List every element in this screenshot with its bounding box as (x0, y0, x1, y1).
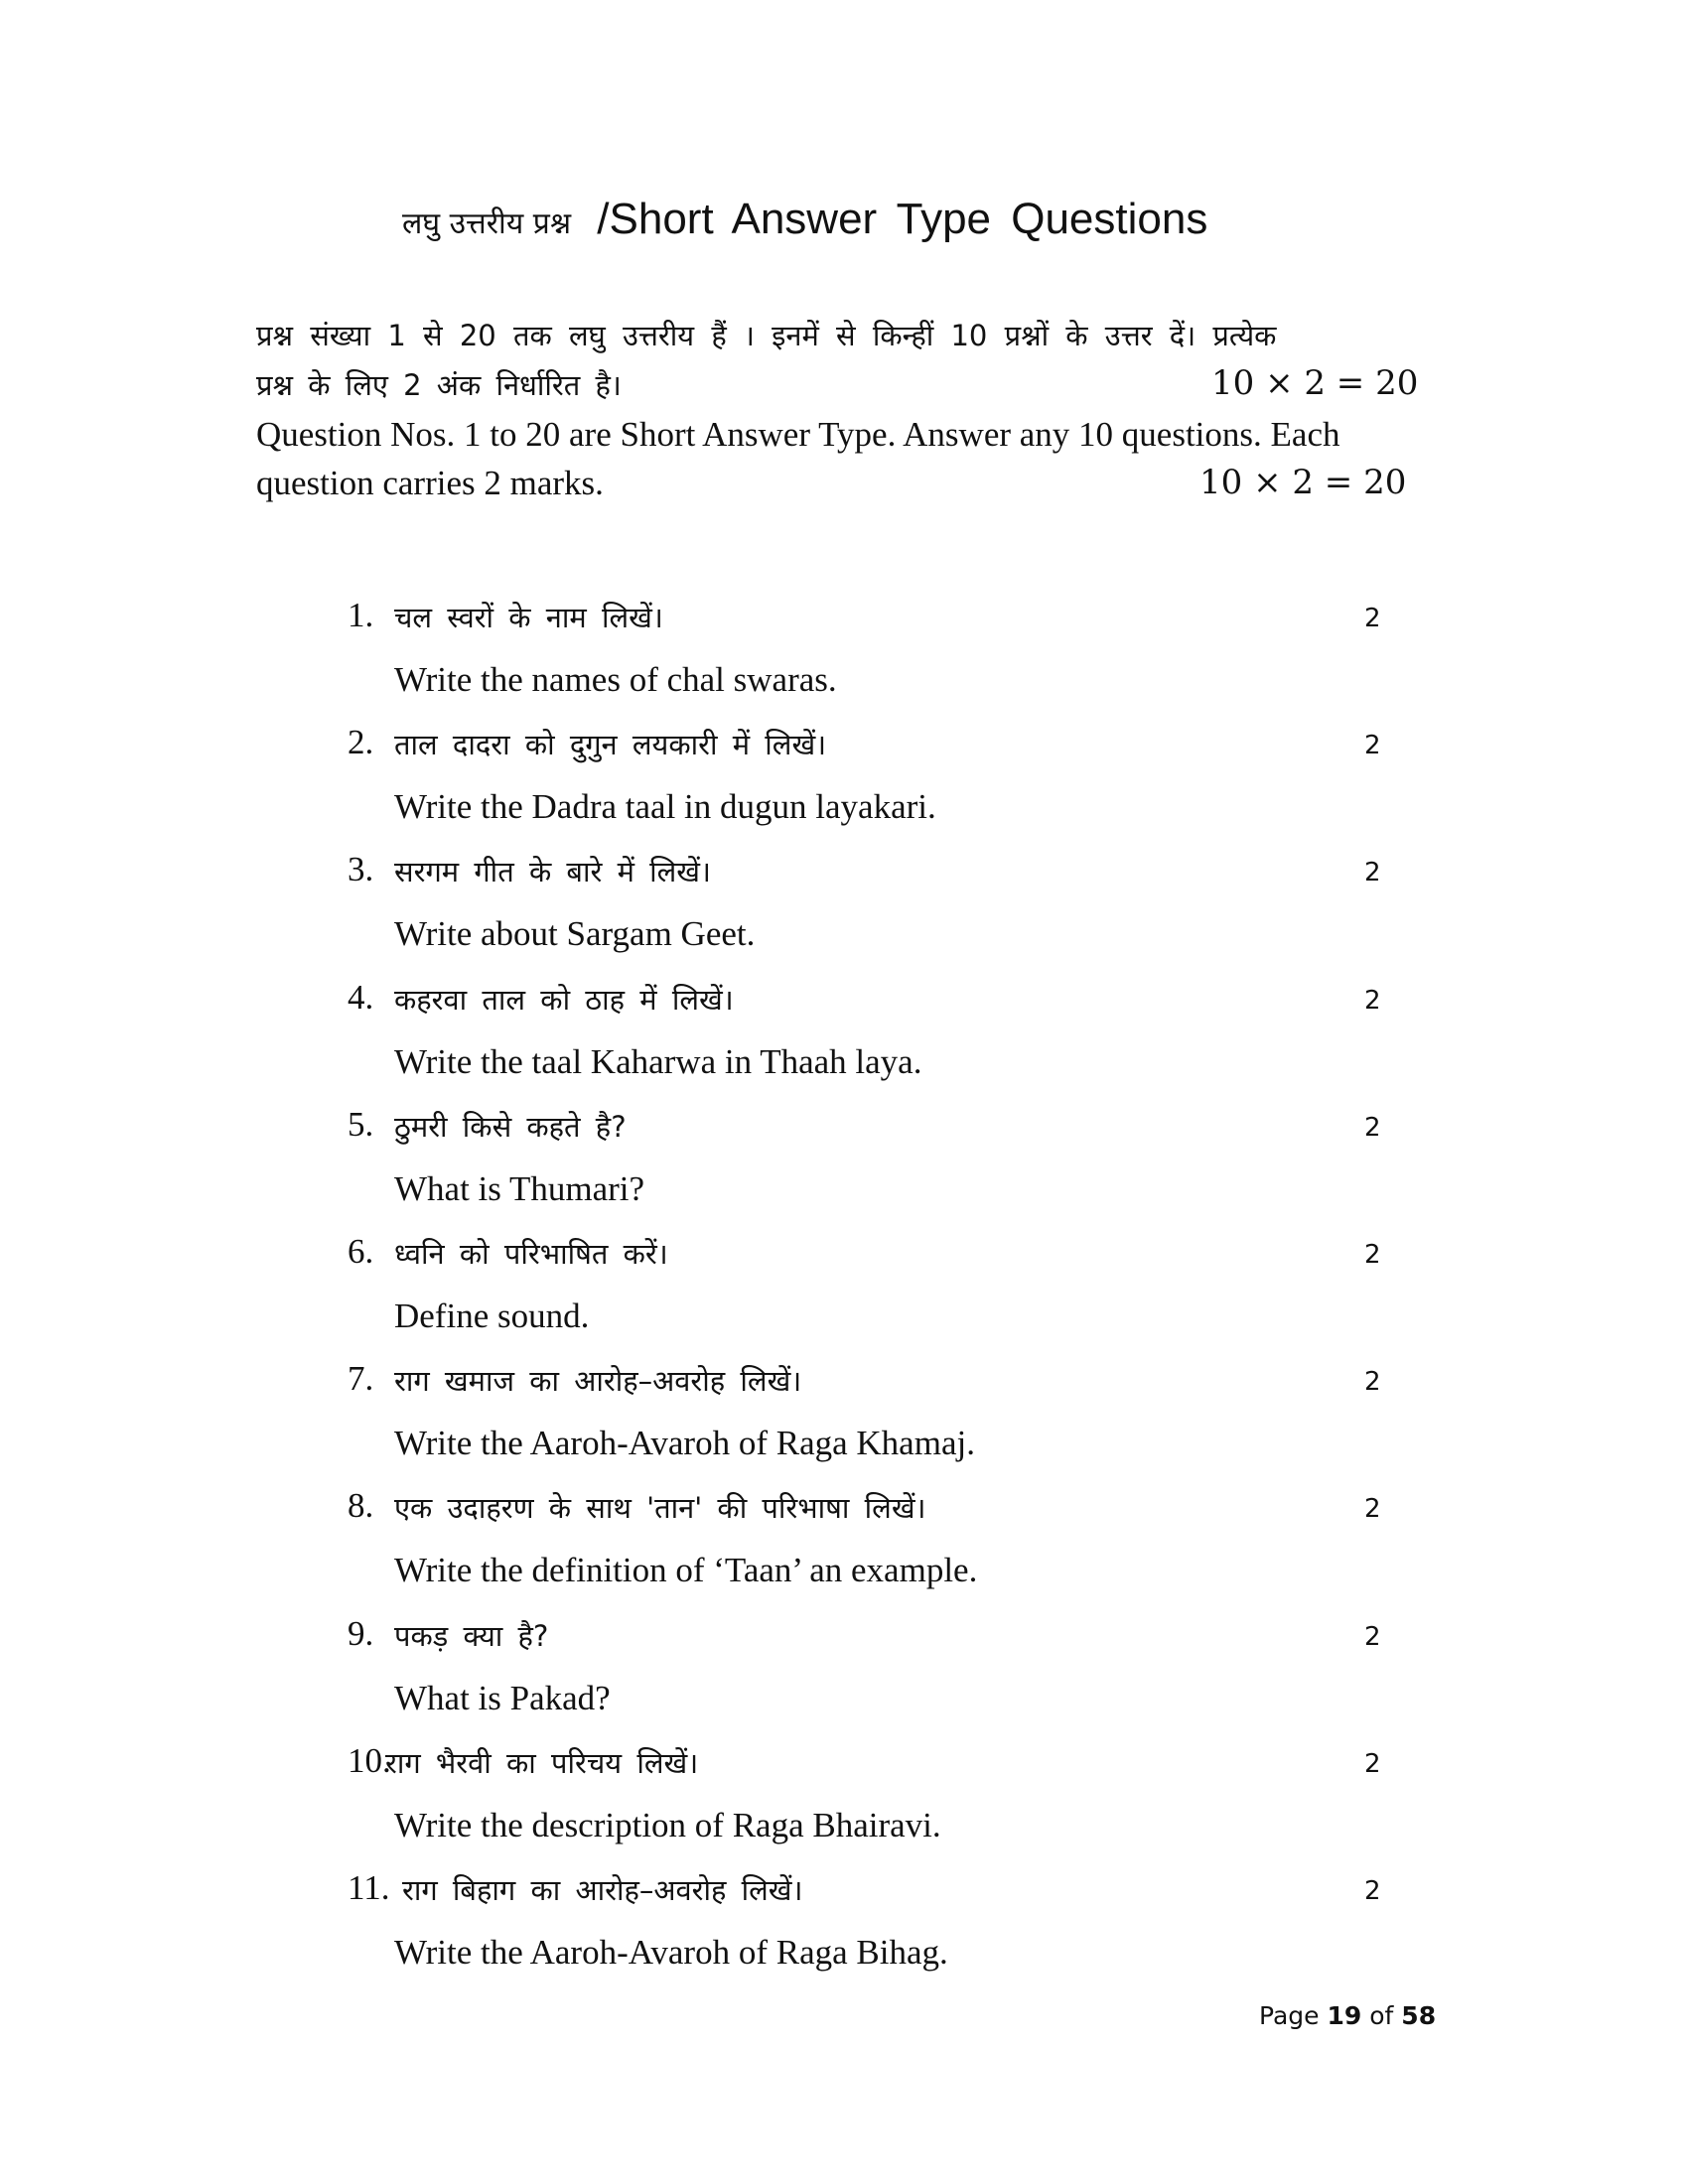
title-hindi: लघु उत्तरीय प्रश्न (402, 206, 572, 241)
question-marks: 2 (1364, 731, 1381, 761)
title-english: Short Answer Type Questions (609, 195, 1208, 243)
question-text-english: What is Pakad? (394, 1678, 611, 1717)
question-text-hindi: पकड़ क्या है? (394, 1618, 549, 1653)
question-text-hindi: चल स्वरों के नाम लिखें। (394, 601, 663, 634)
question-number: 11. (348, 1868, 390, 1907)
question-marks: 2 (1364, 1367, 1381, 1398)
question-marks: 2 (1364, 858, 1381, 888)
question-marks: 2 (1364, 1748, 1381, 1779)
question-number: 1. (348, 596, 374, 634)
question-text-english: Write the taal Kaharwa in Thaah laya. (394, 1041, 922, 1081)
question-text-hindi: ध्वनि को परिभाषित करें। (394, 1237, 668, 1271)
question-text-english: Write the Dadra taal in dugun layakari. (394, 787, 936, 827)
question-marks: 2 (1364, 1621, 1381, 1652)
question-number: 2. (348, 723, 374, 762)
question-number: 9. (348, 1613, 374, 1653)
instructions-hindi-line2: प्रश्न के लिए 2 अंक निर्धारित है। (256, 368, 622, 402)
footer-prefix: Page (1259, 2001, 1320, 2030)
question-number: 7. (348, 1359, 374, 1399)
question-number: 5. (348, 1104, 374, 1144)
question-text-english: Write the description of Raga Bhairavi. (394, 1805, 941, 1844)
question-text-english: Write about Sargam Geet. (394, 914, 756, 954)
question-number: 8. (348, 1486, 374, 1526)
page-footer (1259, 2001, 1436, 2030)
instructions-english-formula: 10 × 2 = 20 (1199, 463, 1407, 502)
question-marks: 2 (1364, 1494, 1381, 1525)
title-separator: / (597, 195, 610, 243)
question-text-hindi: राग खमाज का आरोह–अवरोह लिखें। (394, 1364, 802, 1399)
question-number: 6. (348, 1232, 374, 1271)
footer-of: of (1369, 2001, 1394, 2030)
instructions-hindi-formula: 10 × 2 = 20 (1211, 363, 1419, 403)
question-text-english: Write the names of chal swaras. (394, 660, 837, 699)
footer-current-page: 19 (1327, 2001, 1362, 2030)
question-text-english: Write the definition of ‘Taan’ an example. (394, 1551, 978, 1590)
question-number: 10. (348, 1740, 391, 1780)
question-marks: 2 (1364, 985, 1381, 1016)
question-text-hindi: राग बिहाग का आरोह–अवरोह लिखें। (402, 1873, 803, 1907)
question-text-hindi: एक उदाहरण के साथ 'तान' की परिभाषा लिखें। (394, 1491, 926, 1526)
question-text-hindi: राग भैरवी का परिचय लिखें। (385, 1745, 699, 1780)
footer-total-pages: 58 (1401, 2001, 1437, 2030)
page-title (402, 195, 1207, 244)
question-text-english: What is Thumari? (394, 1168, 645, 1208)
question-marks: 2 (1364, 1112, 1381, 1143)
question-text-hindi: ठुमरी किसे कहते है? (394, 1109, 627, 1144)
question-text-english: Define sound. (394, 1297, 590, 1335)
question-marks: 2 (1364, 604, 1381, 633)
instructions-english-line1: Question Nos. 1 to 20 are Short Answer Type. Answer any 10 questions. Each (256, 415, 1340, 454)
question-text-hindi: सरगम गीत के बारे में लिखें। (394, 855, 712, 889)
question-text-hindi: ताल दादरा को दुगुन लयकारी में लिखें। (394, 728, 827, 762)
instructions-hindi-line1: प्रश्न संख्या 1 से 20 तक लघु उत्तरीय हैं । इनमें से किन्हीं 10 प्रश्नों के उत्तर दें। प्रत्येक (256, 319, 1277, 352)
question-number: 3. (348, 850, 374, 889)
question-marks: 2 (1364, 1876, 1381, 1906)
instructions-english-line2: question carries 2 marks. (256, 464, 604, 502)
question-marks: 2 (1364, 1240, 1381, 1270)
question-text-hindi: कहरवा ताल को ठाह में लिखें। (394, 982, 734, 1017)
question-text-english: Write the Aaroh-Avaroh of Raga Khamaj. (394, 1424, 975, 1463)
question-text-english: Write the Aaroh-Avaroh of Raga Bihag. (394, 1933, 948, 1972)
question-number: 4. (348, 977, 374, 1017)
